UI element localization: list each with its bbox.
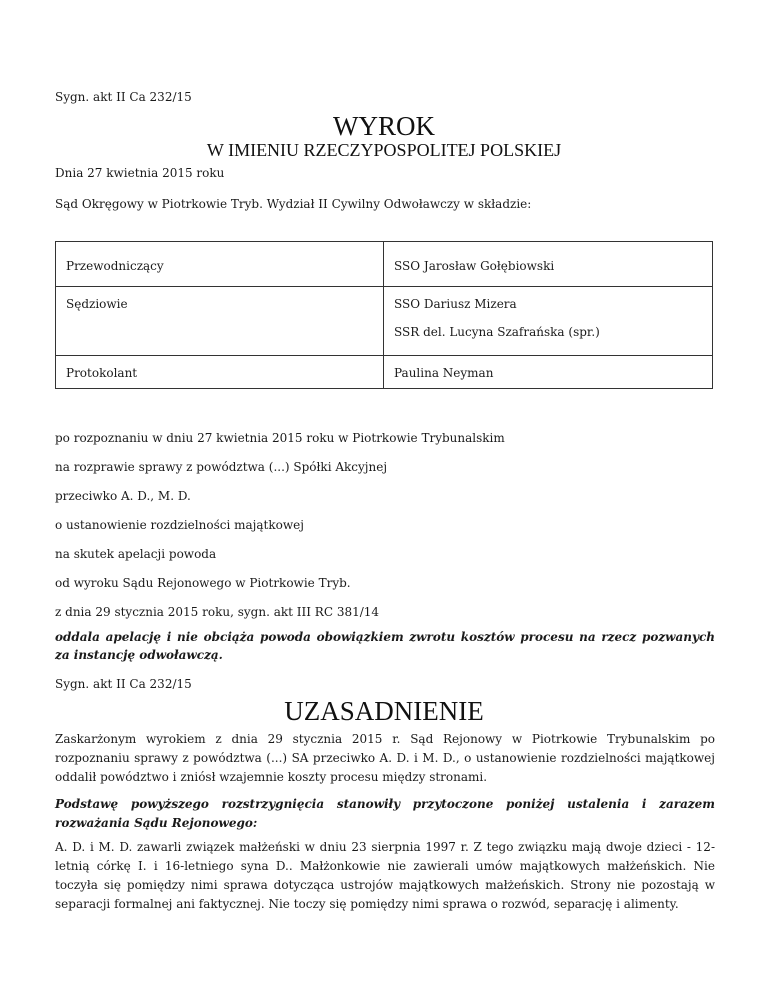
clerk-name: Paulina Neyman xyxy=(394,366,494,380)
court-name: Sąd Okręgowy w Piotrkowie Tryb. Wydział II Cywilny Odwoławczy w składzie: xyxy=(55,197,532,211)
judgment-date: Dnia 27 kwietnia 2015 roku xyxy=(55,166,225,180)
judges-label: Sędziowie xyxy=(66,297,128,311)
proceedings-line: z dnia 29 stycznia 2015 roku, sygn. akt III RC 381/14 xyxy=(55,605,380,619)
judge-name: SSO Dariusz Mizera xyxy=(394,297,517,311)
case-number: Sygn. akt II Ca 232/15 xyxy=(55,90,192,104)
basis-heading: Podstawę powyższego rozstrzygnięcia stanowiły przytoczone poniżej ustalenia i zarazem rozważania Sądu Rejonowego: xyxy=(55,797,715,830)
proceedings-line: po rozpoznaniu w dniu 27 kwietnia 2015 roku w Piotrkowie Trybunalskim xyxy=(55,431,505,445)
table-row xyxy=(56,356,713,389)
presiding-name: SSO Jarosław Gołębiowski xyxy=(394,259,555,273)
table-row xyxy=(56,242,713,287)
justification-case-number: Sygn. akt II Ca 232/15 xyxy=(55,677,192,691)
presiding-label: Przewodniczący xyxy=(66,259,164,273)
panel-composition-table xyxy=(55,241,713,389)
proceedings-line: na rozprawie sprawy z powództwa (...) Spółki Akcyjnej xyxy=(55,460,388,474)
document-title: WYROK xyxy=(333,111,435,141)
proceedings-line: przeciwko A. D., M. D. xyxy=(55,489,191,503)
judge-name: SSR del. Lucyna Szafrańska (spr.) xyxy=(394,325,600,339)
justification-title: UZASADNIENIE xyxy=(284,696,484,726)
document-subtitle: W IMIENIU RZECZYPOSPOLITEJ POLSKIEJ xyxy=(206,140,562,160)
justification-paragraph: Zaskarżonym wyrokiem z dnia 29 stycznia 2015 r. Sąd Rejonowy w Piotrkowie Trybunalskim po rozpoznaniu sprawy z powództwa (...) SA przeciwko A. D. i M. D., o ustanowienie rozdzielności majątkowej oddalił powództwo i zniósł wzajemnie koszty procesu między stronami. xyxy=(55,732,715,784)
table-row xyxy=(56,287,713,356)
clerk-label: Protokolant xyxy=(66,366,138,380)
justification-paragraph: A. D. i M. D. zawarli związek małżeński w dniu 23 sierpnia 1997 r. Z tego związku mają dwoje dzieci - 12-letnią córkę I. i 16-letniego syna D.. Małżonkowie nie zawierali umów majątkowych małżeńskich. Nie toczyła się pomiędzy nimi sprawa dotycząca ustrojów majątkowych małżeńskich. Strony nie pozostają w separacji formalnej ani faktycznej. Nie toczy się pomiędzy nimi sprawa o rozwód, separację i alimenty. xyxy=(55,840,715,911)
proceedings-line: od wyroku Sądu Rejonowego w Piotrkowie Tryb. xyxy=(55,576,351,590)
proceedings-line: o ustanowienie rozdzielności majątkowej xyxy=(55,518,304,532)
proceedings-line: na skutek apelacji powoda xyxy=(55,547,217,561)
ruling-text: oddala apelację i nie obciąża powoda obowiązkiem zwrotu kosztów procesu na rzecz pozwanych za instancję odwoławczą. xyxy=(55,630,715,662)
